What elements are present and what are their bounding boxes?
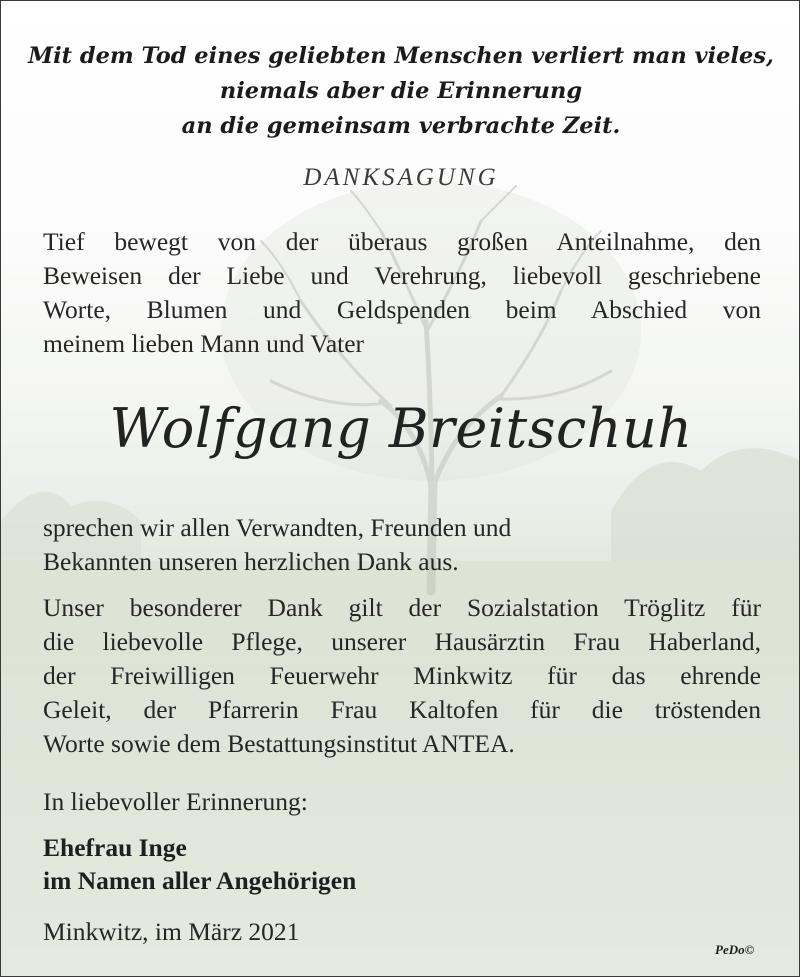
text-line: Worte sowie dem Bestattungsinstitut ANTEA. (43, 729, 515, 758)
motto-line: niemals aber die Erinnerung (219, 78, 583, 104)
text-line: Worte, Blumen und Geldspenden beim Abschied von (43, 295, 761, 324)
deceased-name: Wolfgang Breitschuh (109, 397, 693, 460)
text-line: In liebevoller Erinnerung: (43, 787, 308, 816)
text-line: die liebevolle Pflege, unserer Hausärztin Frau Haberland, (43, 627, 761, 656)
text-line: Tief bewegt von der überaus großen Anteilnahme, den (43, 227, 761, 256)
text-line: Bekannten unseren herzlichen Dank aus. (43, 547, 459, 576)
text-line: sprechen wir allen Verwandten, Freunden und (43, 513, 512, 542)
text-line: meinem lieben Mann und Vater (43, 329, 365, 358)
motto-line: an die gemeinsam verbrachte Zeit. (181, 113, 621, 139)
signature-line: Ehefrau Inge (43, 833, 187, 862)
signature-line: im Namen aller Angehörigen (43, 866, 357, 895)
motto-quote (1, 39, 800, 144)
thanks-paragraph (43, 511, 761, 579)
place-date: Minkwitz, im März 2021 (43, 917, 300, 946)
signature-block (43, 831, 356, 897)
text-line: Unser besonderer Dank gilt der Sozialstation Tröglitz für (43, 593, 761, 622)
intro-paragraph (43, 225, 761, 361)
text-line: der Freiwilligen Feuerwehr Minkwitz für das ehrende (43, 661, 761, 690)
motto-line: Mit dem Tod eines geliebten Menschen verliert man vieles, (28, 43, 774, 69)
notice-heading: DANKSAGUNG (303, 164, 499, 191)
text-line: Beweisen der Liebe und Verehrung, liebevoll geschriebene (43, 261, 761, 290)
maker-mark: PeDo© (715, 942, 755, 957)
closing-line (43, 785, 761, 819)
special-thanks-paragraph (43, 591, 761, 761)
text-line: Geleit, der Pfarrerin Frau Kaltofen für die tröstenden (43, 695, 761, 724)
